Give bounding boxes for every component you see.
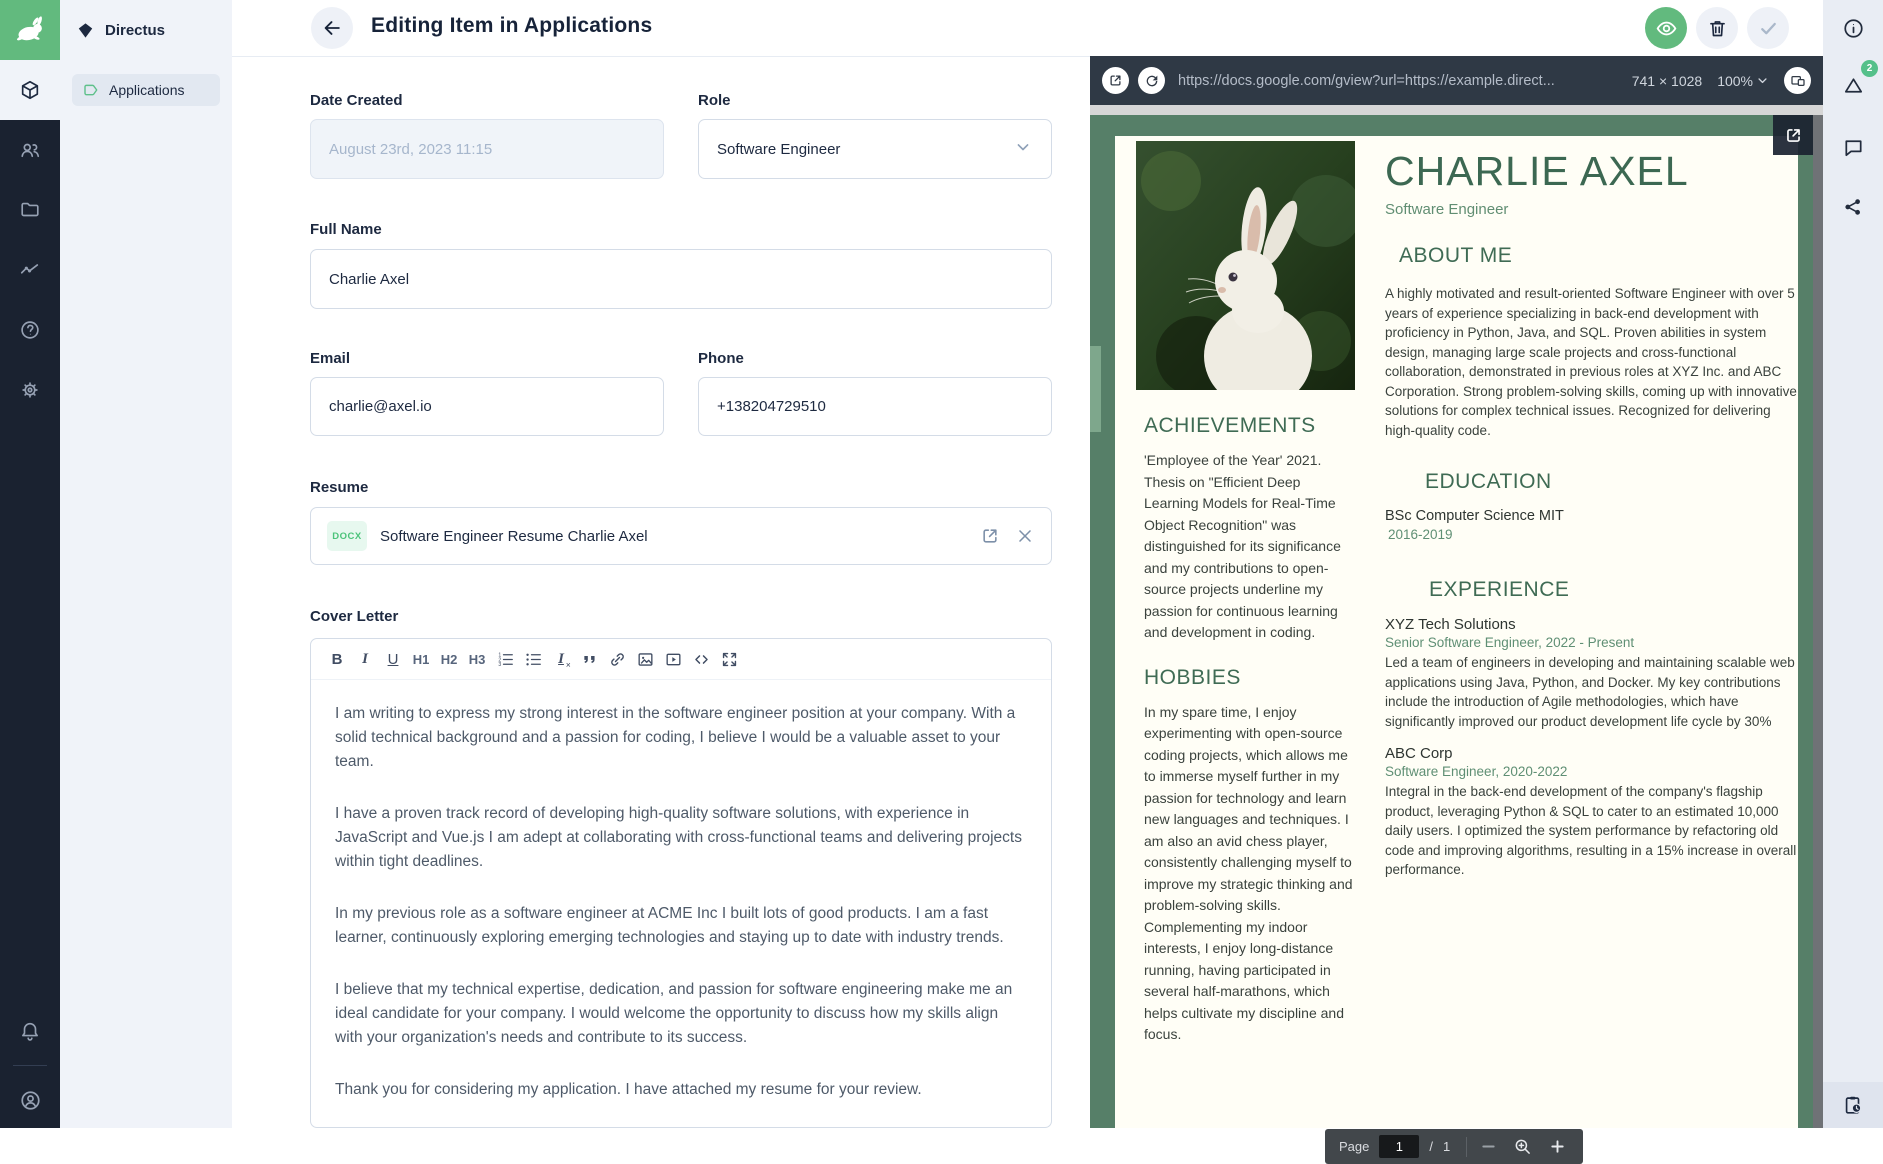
revisions-badge: 2 [1861,60,1878,77]
svg-text:3: 3 [497,661,501,668]
minus-icon [1480,1138,1497,1155]
module-content[interactable] [0,60,60,120]
clipboard-clock-icon [1842,1094,1864,1116]
full-name-field[interactable] [310,249,1052,309]
link-button[interactable] [603,639,631,680]
cover-letter-editor[interactable] [310,638,1052,1128]
hobbies-heading: HOBBIES [1144,665,1241,689]
education-years: 2016-2019 [1388,527,1453,542]
docx-badge: DOCX [327,521,367,551]
hobbies-text: In my spare time, I enjoy experimenting with open-source coding projects, which allows me to immerse myself further in my passion for technology and learn new languages and techniques. I am also an avid chess player, consistently challenging myself to improve my strategic thinking and problem-solving skills. Complementing my indoor interests, I enjoy long-distance running, having participated in several half-marathons, which helps cultivate my discipline and focus. [1144,703,1353,1042]
resume-label: Resume [310,479,369,496]
cover-letter-label: Cover Letter [310,608,399,625]
date-created-label: Date Created [310,92,403,109]
role-value: Software Engineer [717,140,841,158]
trash-icon [1707,18,1728,39]
nav-panel [60,0,232,1128]
email-value: charlie@axel.io [329,398,432,415]
phone-label: Phone [698,350,744,367]
ordered-list-button[interactable] [491,639,519,680]
full-name-label: Full Name [310,221,382,238]
date-created-value: August 23rd, 2023 11:15 [329,140,493,158]
project-name: Directus [105,21,166,39]
header-divider [232,56,1090,57]
cover-letter-paragraph: I have a proven track record of developing high-quality software solutions, with experience in JavaScript and Vue.js I am adept at collaborating with cross-functional teams and delivering projects within tight deadlines. [335,805,1022,870]
full-name-value: Charlie Axel [329,270,410,288]
preview-header [1090,56,1823,105]
applicant-photo [1136,141,1355,390]
share-button[interactable] [1832,186,1874,228]
h2-button[interactable]: H2 [440,651,458,667]
resume-filename: Software Engineer Resume Charlie Axel [380,527,648,545]
underline-button[interactable]: U [387,650,399,668]
open-file-icon[interactable] [980,526,1000,546]
zoom-tool-button[interactable] [1514,1138,1532,1156]
info-button[interactable] [1832,7,1874,49]
preview-dimensions: 741 × 1028 [1631,72,1703,89]
education-degree: BSc Computer Science MIT [1385,508,1564,524]
job-description: Integral in the back-end development of the company's flagship product, leveraging Python & SQL to cater to an estimated 10,000 daily users. I optimized the system performance by refactoring old code and improving algorithms, resulting in a 15% increase in overall performance. [1385,784,1797,877]
preview-scrollbar[interactable] [1813,115,1823,1128]
open-in-new-icon [1784,126,1803,145]
fullscreen-button[interactable] [715,639,743,680]
phone-field[interactable] [698,377,1052,436]
bullet-list-button[interactable] [519,639,547,680]
check-icon [1757,17,1780,40]
notifications-button[interactable] [0,1003,60,1059]
applicant-role: Software Engineer [1385,201,1509,218]
diamond-icon [76,21,95,40]
job-title: Senior Software Engineer, 2022 - Present [1385,635,1635,650]
resume-document [1115,136,1798,1128]
resume-field[interactable] [310,507,1052,565]
page-edge-accent [1090,346,1101,432]
remove-file-icon[interactable] [1015,526,1035,546]
editor-toolbar [311,639,1051,680]
job-company: XYZ Tech Solutions [1385,616,1516,633]
code-button[interactable] [687,639,715,680]
chevron-down-icon [1013,137,1033,161]
chevron-down-icon [1755,73,1770,88]
page-number-input[interactable]: 1 [1379,1135,1419,1158]
document-popout-button[interactable] [1773,115,1813,155]
page-header [232,0,1823,56]
experience-job [1385,616,1798,731]
help-icon [19,319,41,341]
gear-icon [19,379,41,401]
sidebar-item-applications[interactable] [72,74,220,106]
svg-text:2: 2 [497,656,501,663]
clear-format-button[interactable]: I × [558,650,571,670]
job-title: Software Engineer, 2020-2022 [1385,764,1568,779]
experience-job [1385,745,1798,880]
magnifier-plus-icon [1514,1138,1532,1156]
responsive-size-button[interactable] [1784,67,1811,94]
experience-heading: EXPERIENCE [1429,578,1570,601]
back-button[interactable] [311,7,353,49]
info-icon [1842,17,1865,40]
page-label: Page [1339,1139,1370,1154]
share-icon [1842,196,1864,218]
video-button[interactable] [659,639,687,680]
open-in-new-icon [1108,73,1123,88]
user-circle-icon [19,1089,42,1112]
cover-letter-paragraph: Thank you for considering my application. I have attached my resume for your review. [335,1081,922,1098]
cover-letter-paragraph: I am writing to express my strong interest in the software engineer position at your company. With a solid technical background and a passion for coding, I believe I would be a valuable asset to your team. [335,705,1016,770]
rabbit-icon [13,13,47,47]
folder-icon [19,199,41,221]
module-docs[interactable] [0,300,60,360]
right-sidebar [1823,0,1883,1128]
achievements-heading: ACHIEVEMENTS [1144,414,1316,437]
pdf-pager [1325,1129,1583,1164]
date-created-field [310,119,664,179]
job-description: Led a team of engineers in developing and maintaining scalable web applications using Java, Python, and Docker. My key contributions include the introduction of Agile methodologies, which have significantly improved our product development life cycle by 30% [1385,655,1795,729]
revisions-button[interactable] [1832,64,1874,106]
account-button[interactable] [0,1072,60,1128]
save-button[interactable] [1747,7,1789,49]
devices-icon [1790,73,1806,89]
eye-icon [1655,17,1678,40]
email-field[interactable] [310,377,664,436]
preview-panel [1090,56,1823,1154]
module-insights[interactable] [0,240,60,300]
zoom-in-button[interactable] [1549,1138,1566,1155]
role-select[interactable] [698,119,1052,179]
bell-icon [19,1020,41,1042]
job-company: ABC Corp [1385,745,1453,762]
sidebar-divider [13,1065,47,1066]
preview-toggle-button[interactable] [1645,7,1687,49]
item-form [232,57,1090,1128]
email-label: Email [310,350,351,367]
cover-letter-paragraph: In my previous role as a software engineer at ACME Inc I built lots of good products. I am a fast learner, continuously exploring emerging technologies and staying up to date with industry trends. [335,905,1004,946]
module-settings[interactable] [0,360,60,420]
resume-actions [980,526,1035,546]
resume-main-column [1385,148,1798,880]
h3-button[interactable]: H3 [468,651,486,667]
popout-url-button[interactable] [1102,67,1129,94]
cover-letter-content[interactable] [311,680,1051,1128]
comments-button[interactable] [1832,126,1874,168]
project-row[interactable] [60,0,232,60]
rabbit-photo [1136,141,1355,390]
zoom-out-button[interactable] [1480,1138,1497,1155]
collection-label: Applications [109,82,185,98]
revisions-triangle-icon [1842,74,1865,97]
image-button[interactable] [631,639,659,680]
arrow-left-icon [321,17,343,39]
achievements-text: 'Employee of the Year' 2021. Thesis on "Efficient Deep Learning Models for Real-Time Object Recognition" was distinguished for its significance and my contributions to open-source projects underline my passion for continuous learning and development in coding. [1144,452,1341,640]
pager-divider [1466,1137,1467,1157]
people-icon [19,139,41,161]
applicant-name: CHARLIE AXEL [1385,148,1689,194]
preview-url[interactable]: https://docs.google.com/gview?url=https://example.direct... [1178,72,1555,89]
preview-body [1090,105,1823,1154]
module-files[interactable] [0,180,60,240]
bold-button[interactable]: B [331,650,343,668]
h1-button[interactable]: H1 [412,651,430,667]
role-label: Role [698,92,731,109]
label-tag-icon [82,81,100,99]
delete-button[interactable] [1696,7,1738,49]
resume-side-column [1144,414,1358,1046]
zoom-select[interactable] [1717,73,1770,89]
plus-icon [1549,1138,1566,1155]
phone-value: +138204729510 [717,398,826,415]
cover-letter-paragraph: I believe that my technical expertise, dedication, and passion for software engineering make me an ideal candidate for your company. I would welcome the opportunity to discuss how my skills align with your organization's needs and contribute to its success. [335,981,1013,1046]
page-separator: / [1429,1139,1433,1154]
education-heading: EDUCATION [1425,470,1552,493]
blockquote-button[interactable] [575,639,603,680]
svg-text:1: 1 [497,652,501,659]
directus-logo[interactable] [0,0,60,60]
page-total: 1 [1443,1139,1451,1154]
about-heading: ABOUT ME [1399,244,1513,267]
zoom-value: 100% [1717,72,1753,89]
page-title: Editing Item in Applications [371,14,653,37]
about-text: A highly motivated and result-oriented Software Engineer with over 5 years of experience specializing in back-end development with proficiency in Python, Java, and SQL. Proven abilities in system design, managing large scale projects and cross-functional collaboration, demonstrated in previous roles at XYZ Inc. and ABC Corporation. Strong problem-solving skills, coming up with innovative solutions for complex technical issues. Recognized for delivering high-quality code. [1385,286,1797,438]
header-actions [1645,7,1789,49]
module-users[interactable] [0,120,60,180]
cube-icon [19,79,41,101]
flows-button[interactable] [1823,1082,1883,1128]
chat-bubble-icon [1842,136,1865,159]
italic-button[interactable]: I [362,650,368,667]
activity-icon [19,259,41,281]
refresh-icon [1144,73,1160,89]
module-bar [0,0,60,1128]
refresh-button[interactable] [1138,67,1165,94]
